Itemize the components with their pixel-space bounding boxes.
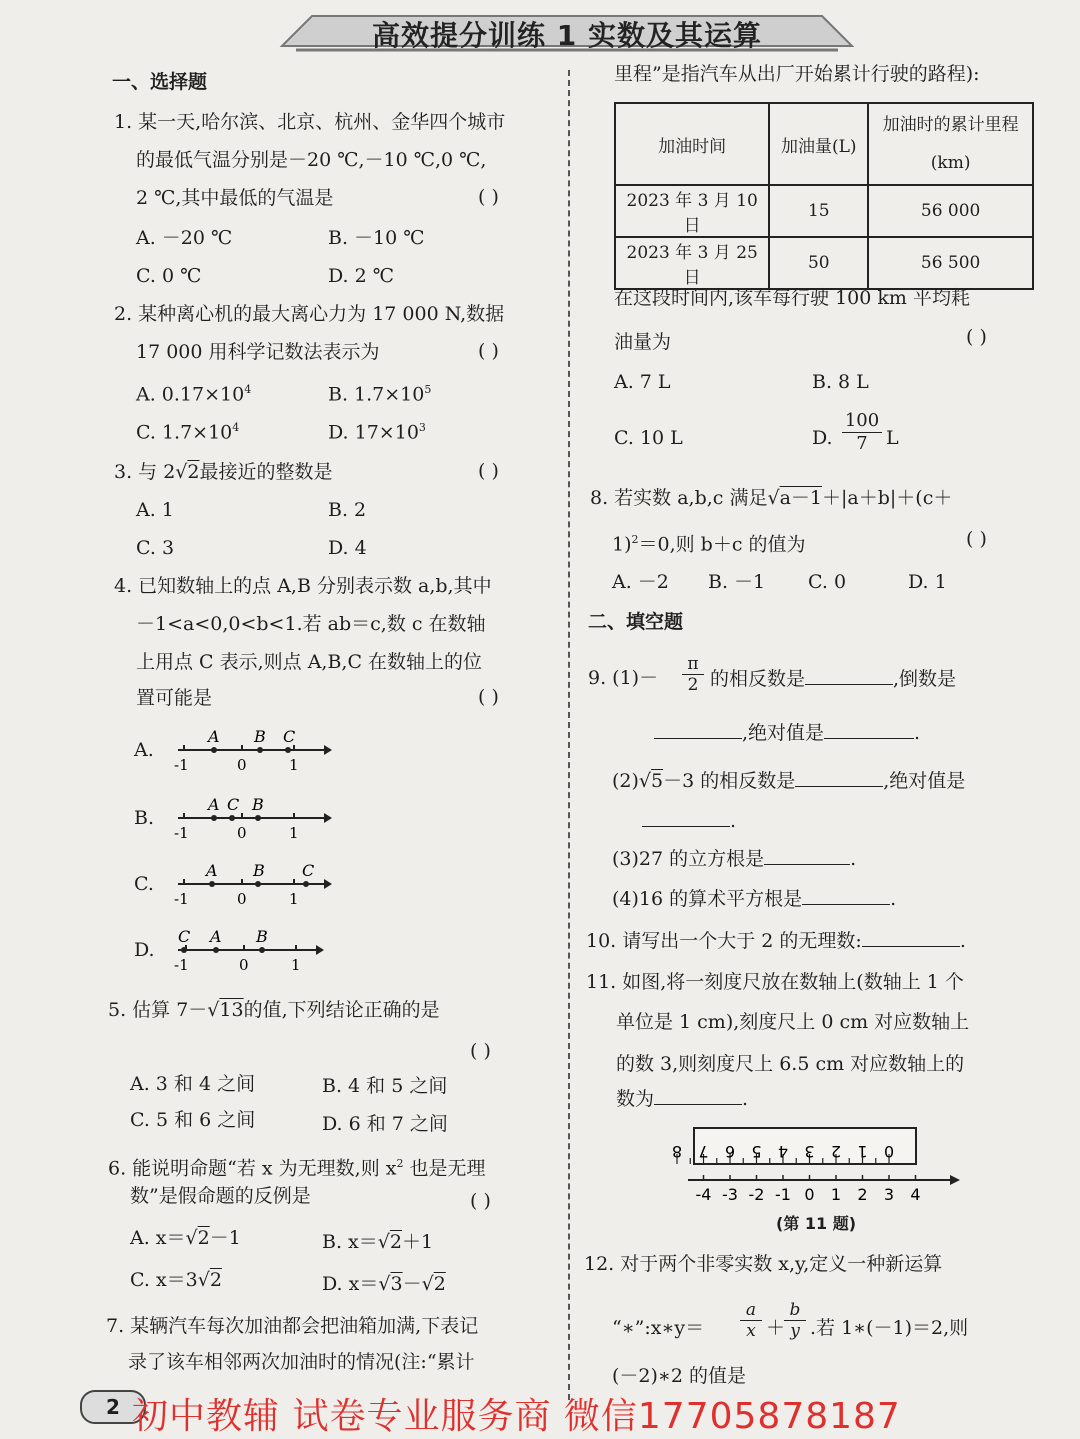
q5-option-b: B. 4 和 5 之间	[322, 1075, 448, 1097]
q7-table-cell: 56 000	[868, 185, 1033, 237]
q5-option-a: A. 3 和 4 之间	[130, 1073, 256, 1095]
q11-line2: 单位是 1 cm),刻度尺上 0 cm 对应数轴上	[616, 1011, 970, 1033]
q6-b-rad: 2	[389, 1231, 402, 1253]
axis-label: 4	[910, 1185, 921, 1204]
q8-option-b: B. －1	[708, 571, 766, 593]
q8-l2-exp: 2	[631, 533, 639, 546]
q3-option-b: B. 2	[328, 499, 367, 521]
q12-fy: y	[790, 1321, 800, 1341]
q7-line1: 7. 某辆汽车每次加油都会把油箱加满,下表记	[106, 1315, 479, 1337]
q7-line4: 在这段时间内,该车每行驶 100 km 平均耗	[614, 287, 970, 309]
q1-option-a: A. －20 ℃	[136, 227, 233, 249]
q1-answer-paren: ( )	[478, 186, 499, 208]
q7-table-cell: 2023 年 3 月 25 日	[615, 237, 769, 289]
q9-part2-line2	[642, 808, 736, 833]
q7-option-b: B. 8 L	[812, 371, 869, 393]
q8-pre: 8. 若实数 a,b,c 满足	[590, 487, 768, 509]
axis-labels	[696, 1185, 921, 1204]
q8-l2-post: ＝0,则 b＋c 的值为	[638, 533, 806, 556]
q8-line1: 8. 若实数 a,b,c 满足√a－1＋|a＋b|＋(c＋	[590, 487, 953, 509]
q7-line3: 里程”是指汽车从出厂开始累计行驶的路程):	[614, 63, 980, 85]
q9-dot: .	[890, 888, 897, 910]
axis-label: -4	[695, 1185, 712, 1204]
q2-line2: 17 000 用科学记数法表示为	[136, 341, 380, 363]
q2-option-c	[136, 416, 239, 444]
q4d-tick-label: -1	[174, 956, 189, 974]
q8-answer-paren: ( )	[966, 528, 987, 550]
q12-line2-post: .若 1∗(－1)＝2,则	[810, 1317, 969, 1339]
q6-option-d: D. x＝√3－√2	[322, 1273, 446, 1295]
q4d-tick-label: 0	[239, 956, 249, 974]
q8-option-c: C. 0	[808, 571, 847, 593]
q6-a-post: －1	[209, 1227, 241, 1249]
q6-c-pre: C. x＝3	[130, 1269, 198, 1291]
q9-blank	[802, 886, 890, 905]
axis-label: 1	[830, 1185, 842, 1204]
q10-dot: .	[959, 930, 966, 952]
q7-table-cell: 2023 年 3 月 10 日	[615, 185, 769, 237]
q12-fraction-a	[740, 1300, 762, 1341]
q4a-point-label: B	[254, 727, 266, 746]
q7-option-d-label: D.	[812, 427, 833, 449]
q8-line2	[612, 528, 806, 556]
q4-option-b-numberline	[172, 790, 332, 842]
q12-line3: (－2)∗2 的值是	[612, 1365, 746, 1387]
q6-a-rad: 2	[197, 1227, 210, 1249]
axis-label: 2	[857, 1185, 868, 1204]
q6-c-rad: 2	[209, 1269, 222, 1291]
q4a-point-label: A	[208, 727, 220, 746]
q11-line4-text: 数为	[616, 1088, 655, 1110]
q4b-point-label: B	[252, 795, 264, 814]
axis-arrow	[950, 1175, 960, 1185]
q9-part2: (2)√5－3 的相反数是 ,绝对值是	[612, 770, 966, 792]
q4b-tick-label: -1	[174, 824, 189, 842]
q9-fraction-num: π	[682, 654, 704, 675]
q9-part2-end: ,绝对值是	[883, 770, 966, 792]
q9-part1-stem: 的相反数是	[710, 668, 806, 690]
q4d-point-label: A	[210, 927, 222, 946]
q9-blank	[654, 720, 742, 739]
q9-part1-text	[710, 666, 956, 691]
q5-stem: 5. 估算 7－√13的值,下列结论正确的是	[108, 999, 440, 1021]
q7-option-d-fraction	[842, 410, 882, 455]
q4d-tick-label: 1	[291, 956, 301, 974]
q6-line2: 数”是假命题的反例是	[130, 1185, 311, 1207]
q4b-tick-label: 0	[237, 824, 247, 842]
q1-line3: 2 ℃,其中最低的气温是	[136, 187, 334, 209]
q4c-tick-label: -1	[174, 890, 189, 908]
q9-part1-line2	[654, 720, 920, 745]
q4-option-c-numberline	[172, 856, 332, 908]
q7-option-c: C. 10 L	[614, 427, 683, 449]
q2-option-c-text: C. 1.7×10	[136, 421, 233, 444]
q4b-tick-label: 1	[289, 824, 299, 842]
q9-part1-abs: ,绝对值是	[742, 722, 825, 744]
q7-option-a: A. 7 L	[614, 371, 671, 393]
q4d-point-label: C	[178, 927, 191, 946]
q7-table-header: 加油时间	[615, 103, 769, 185]
q4b-point-label: C	[227, 795, 240, 814]
q2-option-a-exp: 4	[244, 383, 252, 396]
q4-line1: 4. 已知数轴上的点 A,B 分别表示数 a,b,其中	[114, 575, 492, 597]
q7-table-header: 加油时的累计里程(km)	[868, 103, 1033, 185]
q1-line2: 的最低气温分别是－20 ℃,－10 ℃,0 ℃,	[136, 149, 487, 171]
q3-radicand: 2	[187, 461, 200, 483]
q2-option-b-exp: 5	[424, 383, 432, 396]
ruler-digit: 1	[857, 1142, 868, 1161]
q4c-point-label: A	[206, 861, 218, 880]
ruler-digit: 2	[830, 1142, 842, 1161]
q4-option-b-label: B.	[134, 807, 155, 829]
q2-option-a-text: A. 0.17×10	[136, 383, 245, 406]
q12-fraction-b	[784, 1300, 806, 1341]
q12-line1: 12. 对于两个非零实数 x,y,定义一种新运算	[584, 1253, 943, 1275]
q6-d-rad2: 2	[433, 1273, 446, 1295]
q4a-tick-label: -1	[174, 756, 189, 774]
q7-line5: 油量为	[614, 331, 672, 353]
ruler-digit: 6	[724, 1142, 736, 1161]
page-number: 2	[80, 1390, 146, 1424]
q9-part3	[612, 846, 856, 871]
ruler-digits	[672, 1142, 894, 1161]
q6-line1	[108, 1152, 486, 1180]
q9-blank	[795, 768, 883, 787]
q2-option-c-exp: 4	[232, 421, 240, 434]
q6-d-pre: D. x＝	[322, 1273, 379, 1295]
q11-line4	[616, 1086, 748, 1111]
q2-option-d-exp: 3	[418, 421, 426, 434]
q11-line1: 11. 如图,将一刻度尺放在数轴上(数轴上 1 个	[586, 971, 964, 993]
q6-b-post: ＋1	[401, 1231, 434, 1253]
q7-table-cell: 15	[769, 185, 868, 237]
q9-blank	[642, 808, 730, 827]
q5-option-d: D. 6 和 7 之间	[322, 1113, 448, 1135]
q8-option-d: D. 1	[908, 571, 947, 593]
q9-blank	[824, 720, 914, 739]
q7-table	[614, 102, 1034, 290]
q9-blank	[805, 666, 893, 685]
q10-blank	[862, 928, 960, 947]
q4-answer-paren: ( )	[478, 686, 499, 708]
section-heading-choice: 一、选择题	[112, 71, 208, 93]
q2-option-b	[328, 378, 431, 406]
q6-option-a: A. x＝√2－1	[130, 1227, 241, 1249]
column-divider	[568, 70, 570, 1400]
q11-ruler-figure	[671, 1122, 972, 1204]
q4c-point-label: C	[302, 861, 315, 880]
q5-answer-paren: ( )	[470, 1040, 491, 1062]
q2-option-b-text: B. 1.7×10	[328, 383, 425, 406]
q7-option-d-unit: L	[886, 427, 899, 449]
axis-label: -3	[722, 1185, 738, 1204]
q1-option-b: B. －10 ℃	[328, 227, 425, 249]
ruler-digit: 7	[698, 1142, 709, 1161]
q3-stem: 3. 与 2√2最接近的整数是	[114, 461, 333, 483]
q4-line4: 置可能是	[136, 687, 213, 709]
q4a-tick-label: 0	[237, 756, 247, 774]
q3-pre: 3. 与 2	[114, 461, 176, 483]
q12-line2-pre: “∗”:x∗y＝	[612, 1317, 705, 1339]
q1-option-c: C. 0 ℃	[136, 265, 202, 287]
q9-part2-pre: (2)	[612, 770, 639, 792]
q4a-point-label: C	[283, 727, 296, 746]
q7-table-header: 加油量(L)	[769, 103, 868, 185]
watermark-banner: 初中教辅 试卷专业服务商 微信17705878187	[132, 1396, 901, 1437]
q12-fx: x	[746, 1321, 756, 1341]
page-title: 高效提分训练 1 实数及其运算	[372, 19, 762, 52]
q4-line3: 上用点 C 表示,则点 A,B,C 在数轴上的位	[136, 651, 483, 673]
q5-pre: 5. 估算 7－	[108, 999, 208, 1021]
q6-line1-text: 6. 能说明命题“若 x 为无理数,则 x	[108, 1157, 397, 1180]
q9-part3-text: (3)27 的立方根是	[612, 848, 765, 870]
q9-dot: .	[914, 722, 921, 744]
q12-fa: a	[740, 1300, 762, 1321]
q4c-tick-label: 1	[289, 890, 299, 908]
q6-answer-paren: ( )	[470, 1190, 491, 1212]
ruler-digit: 3	[804, 1142, 815, 1161]
q2-answer-paren: ( )	[478, 340, 499, 362]
q8-rad: a－1	[779, 487, 822, 509]
axis-label: 0	[804, 1185, 815, 1204]
q9-dot: .	[730, 810, 737, 832]
q2-option-d-text: D. 17×10	[328, 421, 419, 444]
q9-part4	[612, 886, 896, 911]
q4-option-a-label: A.	[134, 739, 154, 761]
q5-post: 的值,下列结论正确的是	[243, 999, 440, 1021]
q9-dot: .	[850, 848, 857, 870]
q10	[586, 928, 966, 953]
q9-fraction-den: 2	[687, 675, 699, 695]
q1-line1: 1. 某一天,哈尔滨、北京、杭州、金华四个城市	[114, 111, 506, 133]
q6-line1-exp: 2	[396, 1157, 404, 1170]
axis-label: 3	[883, 1185, 895, 1204]
q11-dot: .	[742, 1088, 749, 1110]
ruler-digit: 8	[671, 1142, 683, 1161]
q12-fb: b	[784, 1300, 806, 1321]
axis-label: -1	[775, 1185, 791, 1204]
axis-label: -2	[748, 1185, 765, 1204]
q4a-tick-label: 1	[289, 756, 299, 774]
q2-option-d	[328, 416, 426, 444]
ruler-digit: 5	[751, 1142, 762, 1161]
q4c-tick-label: 0	[237, 890, 247, 908]
q6-d-rad1: 3	[390, 1273, 403, 1295]
ruler-digit: 0	[883, 1142, 895, 1161]
q10-text: 10. 请写出一个大于 2 的无理数:	[586, 930, 862, 952]
q7-answer-paren: ( )	[966, 326, 987, 348]
q9-part2-rad: 5	[651, 770, 664, 792]
q4b-point-label: A	[208, 795, 220, 814]
q2-line1: 2. 某种离心机的最大离心力为 17 000 N,数据	[114, 303, 505, 325]
q2-option-a	[136, 378, 251, 406]
q9-blank	[764, 846, 850, 865]
q11-caption: (第 11 题)	[776, 1214, 857, 1233]
q6-d-mid: －	[402, 1273, 422, 1295]
q12-plus: ＋	[766, 1317, 786, 1339]
q3-post: 最接近的整数是	[199, 461, 333, 483]
q4c-point-label: B	[253, 861, 265, 880]
q6-option-b: B. x＝√2＋1	[322, 1231, 434, 1253]
q3-answer-paren: ( )	[478, 460, 499, 482]
q4-option-c-label: C.	[134, 873, 154, 895]
q7-table-cell: 56 500	[868, 237, 1033, 289]
q4-option-a-numberline	[172, 722, 332, 774]
q7-d-denominator: 7	[856, 433, 868, 454]
q3-option-a: A. 1	[136, 499, 174, 521]
q8-option-a: A. －2	[612, 571, 669, 593]
q6-option-c: C. x＝3√2	[130, 1269, 222, 1291]
q7-table-row	[615, 185, 1033, 237]
q6-a-pre: A. x＝	[130, 1227, 186, 1249]
q4-option-d-label: D.	[134, 939, 155, 961]
q9-part1-end: ,倒数是	[893, 668, 957, 690]
q3-option-c: C. 3	[136, 537, 175, 559]
q6-b-pre: B. x＝	[322, 1231, 378, 1253]
q9-part2-post: －3 的相反数是	[663, 770, 796, 792]
q4d-point-label: B	[256, 927, 268, 946]
q9-fraction	[682, 654, 704, 695]
q7-table-row	[615, 237, 1033, 289]
q4-option-d-numberline	[172, 922, 332, 974]
q11-line3: 的数 3,则刻度尺上 6.5 cm 对应数轴上的	[616, 1053, 965, 1075]
q7-table-cell: 50	[769, 237, 868, 289]
q9-label: 9. (1)－	[588, 667, 659, 689]
q6-line1-post: 也是无理	[403, 1157, 486, 1180]
ruler-digit: 4	[777, 1142, 789, 1161]
q3-option-d: D. 4	[328, 537, 367, 559]
q5-radicand: 13	[219, 999, 244, 1021]
q8-l2: 1)	[612, 533, 632, 556]
q1-option-d: D. 2 ℃	[328, 265, 395, 287]
section-heading-fill: 二、填空题	[588, 611, 684, 633]
q5-option-c: C. 5 和 6 之间	[130, 1109, 256, 1131]
header-banner	[282, 6, 852, 56]
q4-line2: －1<a<0,0<b<1.若 ab＝c,数 c 在数轴	[136, 613, 486, 635]
q11-blank	[654, 1086, 742, 1105]
q7-line2: 录了该车相邻两次加油时的情况(注:“累计	[128, 1351, 475, 1373]
q8-post: ＋|a＋b|＋(c＋	[822, 487, 953, 509]
q9-part4-text: (4)16 的算术平方根是	[612, 888, 803, 910]
q7-d-numerator: 100	[842, 410, 882, 433]
